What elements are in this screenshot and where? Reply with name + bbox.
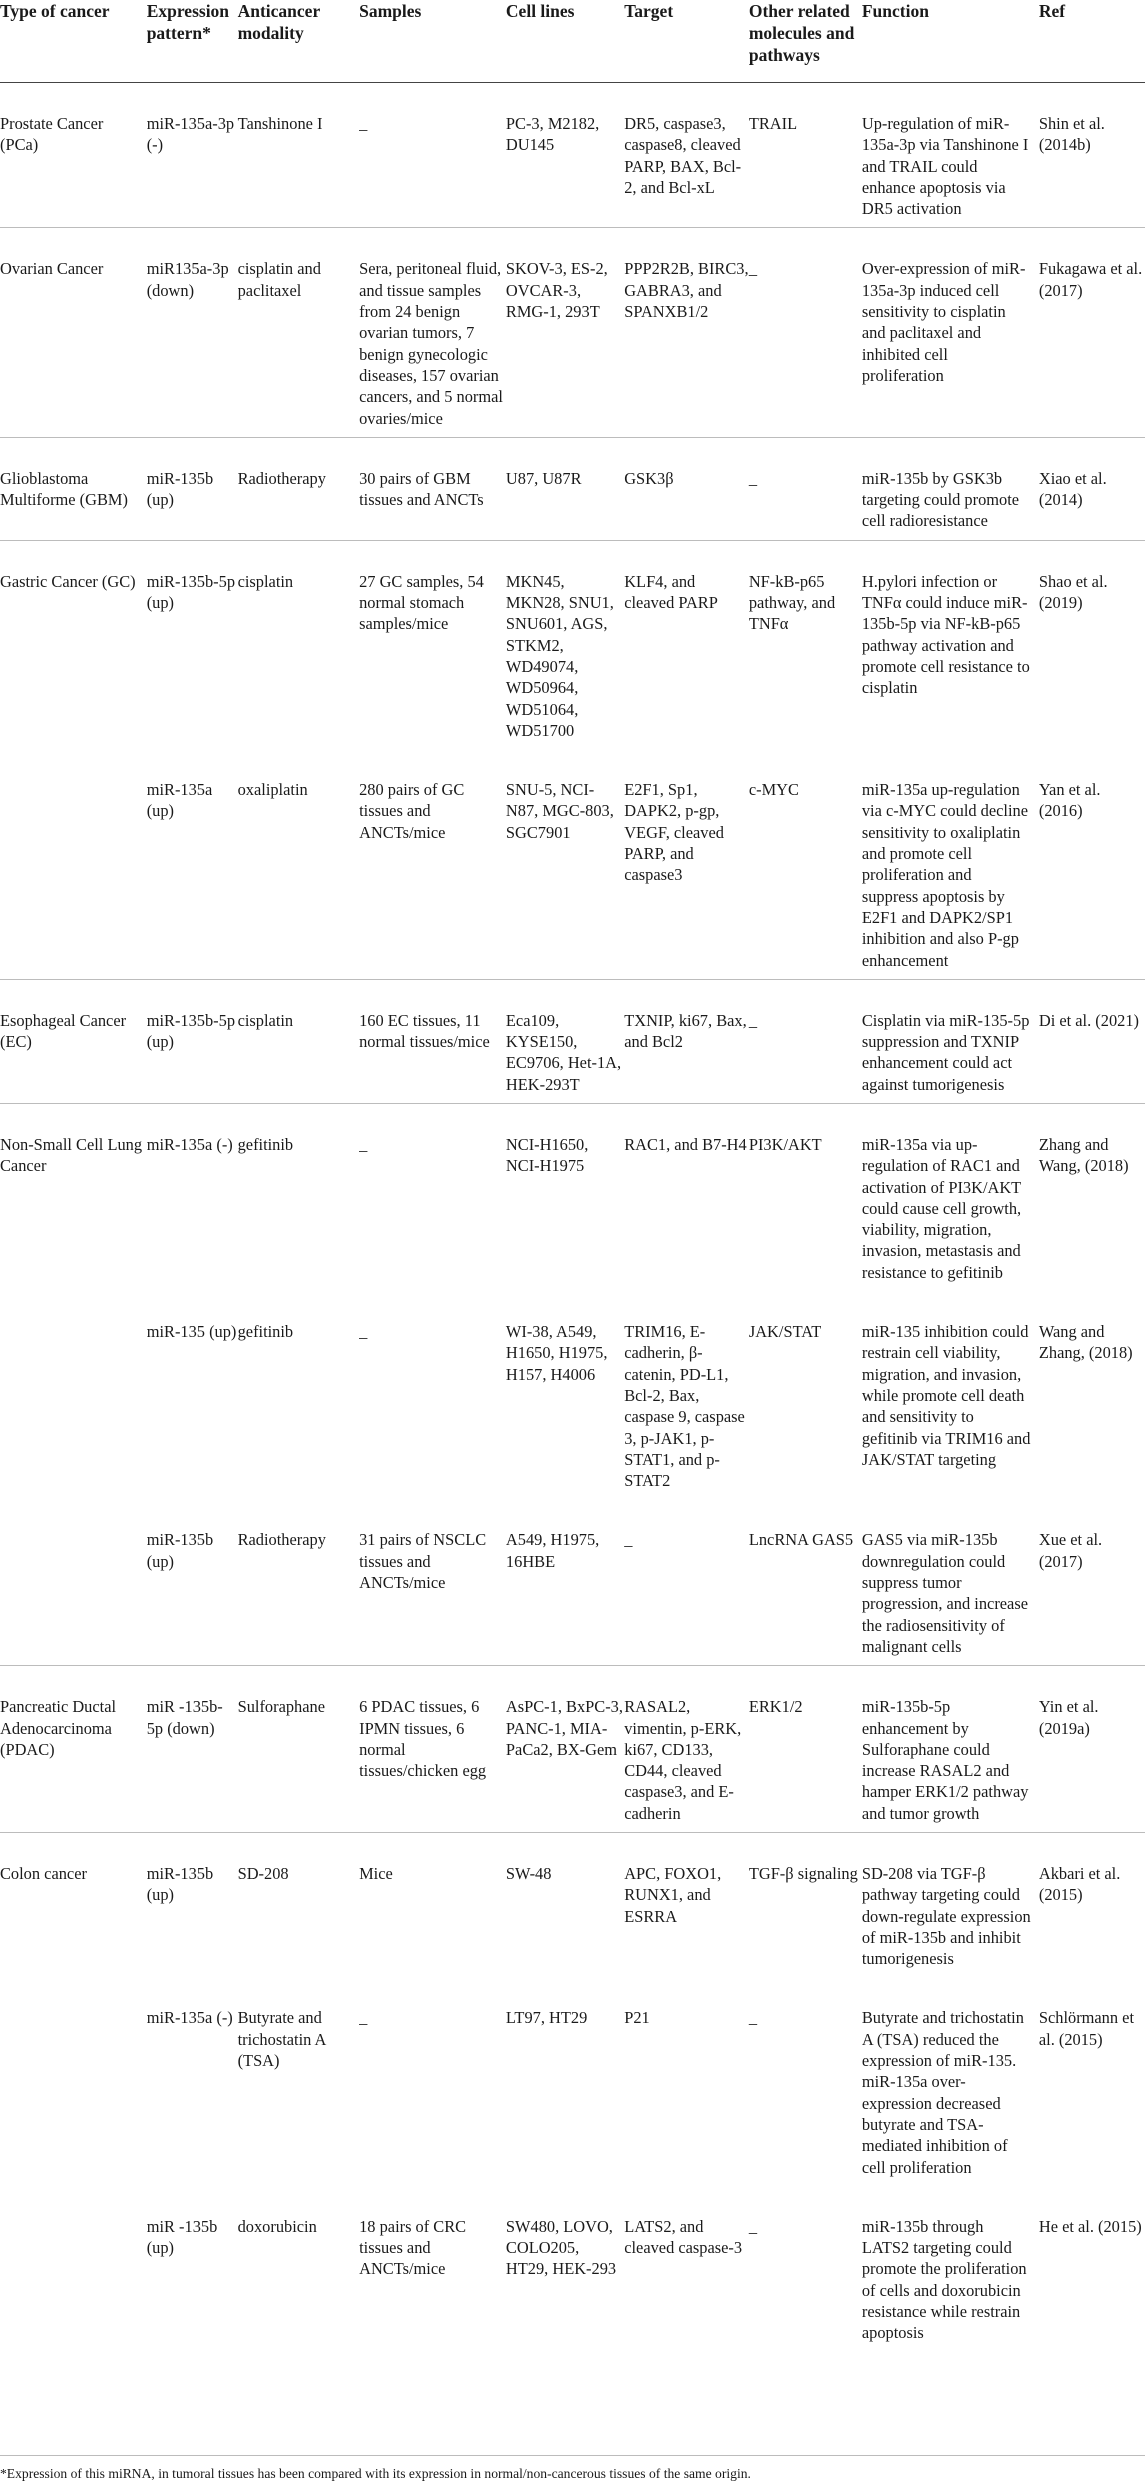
header-ref: Ref xyxy=(1038,1,1066,21)
modality-cell: cisplatin xyxy=(237,540,360,749)
function-cell: miR-135b-5p enhancement by Sulforaphane could increase RASAL2 and hamper ERK1/2 pathway and tumor growth xyxy=(862,1666,1031,1833)
cell-lines-cell: WI-38, A549, H1650, H1975, H157, H4006 xyxy=(505,1322,608,1384)
table-row xyxy=(0,979,1145,1103)
target-cell: KLF4, and cleaved PARP xyxy=(624,540,749,749)
cell-lines-cell: LT97, HT29 xyxy=(505,2008,588,2028)
expression-cell: miR-135 (up) xyxy=(146,1322,237,1342)
cancer-type-cell: Prostate Cancer (PCa) xyxy=(0,114,104,155)
target-cell: _ xyxy=(624,1530,633,1550)
cancer-type-cell: Esophageal Cancer (EC) xyxy=(0,979,145,1103)
header-type: Type of cancer xyxy=(0,1,110,21)
samples-cell: 160 EC tissues, 11 normal tissues/mice xyxy=(359,979,506,1103)
samples-cell: 31 pairs of NSCLC tissues and ANCTs/mice xyxy=(359,1530,487,1593)
ref-cell: Di et al. (2021) xyxy=(1031,979,1145,1103)
header-expression: Expression pattern* xyxy=(146,1,230,43)
table-row xyxy=(0,1103,1145,1291)
function-cell: miR-135a up-regulation via c-MYC could decline sensitivity to oxaliplatin and promote cell proliferation and suppress apoptosis by E2F1 and DAPK2/SP1 inhibition and also P-gp enhancement xyxy=(861,780,1028,970)
ref-cell: Fukagawa et al. (2017) xyxy=(1031,228,1145,437)
samples-cell: Mice xyxy=(359,1833,506,1978)
other-pathways-cell: _ xyxy=(749,228,862,437)
table-row xyxy=(0,540,1145,749)
modality-cell: Sulforaphane xyxy=(237,1666,360,1833)
function-cell: miR-135a via up-regulation of RAC1 and activation of PI3K/AKT could cause cell growth, viability, migration, invasion, metastasis and resistance to gefitinib xyxy=(862,1103,1031,1291)
function-cell: Over-expression of miR-135a-3p induced cell sensitivity to cisplatin and paclitaxel and inhibited cell proliferation xyxy=(862,228,1031,437)
table-row xyxy=(0,83,1145,228)
function-cell: H.pylori infection or TNFα could induce miR-135b-5p via NF-kB-p65 pathway activation and promote cell resistance to cisplatin xyxy=(862,540,1031,749)
target-cell: RASAL2, vimentin, p-ERK, ki67, CD133, CD44, cleaved caspase3, and E-cadherin xyxy=(624,1666,749,1833)
header-target: Target xyxy=(624,1,674,21)
table-body xyxy=(0,83,1145,2352)
target-cell: PPP2R2B, BIRC3, GABRA3, and SPANXB1/2 xyxy=(624,228,749,437)
other-pathways-cell: PI3K/AKT xyxy=(749,1103,862,1291)
cell-lines-cell: PC-3, M2182, DU145 xyxy=(505,114,600,155)
function-cell: Cisplatin via miR-135-5p suppression and TXNIP enhancement could act against tumorigenesis xyxy=(862,979,1031,1103)
other-pathways-cell: _ xyxy=(748,2008,758,2028)
cancer-type-cell: Colon cancer xyxy=(0,1833,145,2352)
header-modality: Anticancer modality xyxy=(237,1,320,43)
ref-cell: He et al. (2015) xyxy=(1038,2216,1142,2236)
other-pathways-cell: TGF-β signaling xyxy=(749,1833,862,1978)
cell-lines-cell: SNU-5, NCI-N87, MGC-803, SGC7901 xyxy=(505,780,614,842)
ref-cell: Yan et al. (2016) xyxy=(1038,780,1101,821)
expression-cell: miR-135a (up) xyxy=(146,780,213,821)
cell-lines-cell: NCI-H1650, NCI-H1975 xyxy=(506,1103,624,1291)
modality-cell: cisplatin xyxy=(237,979,360,1103)
table-row xyxy=(0,437,1145,540)
modality-cell: oxaliplatin xyxy=(237,780,308,800)
other-pathways-cell: _ xyxy=(749,979,862,1103)
other-pathways-cell: LncRNA GAS5 xyxy=(748,1530,854,1550)
function-cell: SD-208 via TGF-β pathway targeting could down-regulate expression of miR-135b and inhibit tumorigenesis xyxy=(862,1833,1031,1978)
target-cell: TXNIP, ki67, Bax, and Bcl2 xyxy=(624,979,749,1103)
header-other: Other related molecules and pathways xyxy=(748,1,855,65)
target-cell: LATS2, and cleaved caspase-3 xyxy=(624,2216,743,2258)
function-cell: Up-regulation of miR-135a-3p via Tanshinone I and TRAIL could enhance apoptosis via DR5 activation xyxy=(861,114,1029,219)
cell-lines-cell: SW-48 xyxy=(506,1833,624,1978)
samples-cell: 280 pairs of GC tissues and ANCTs/mice xyxy=(359,780,465,842)
ref-cell: Yin et al. (2019a) xyxy=(1031,1666,1145,1833)
cancer-type-cell: Pancreatic Ductal Adenocarcinoma (PDAC) xyxy=(0,1666,145,1833)
expression-cell: miR135a-3p (down) xyxy=(145,228,237,437)
expression-cell: miR-135a (-) xyxy=(146,2008,233,2028)
header-samples: Samples xyxy=(359,1,422,21)
expression-cell: miR-135b-5p (up) xyxy=(145,540,237,749)
target-cell: APC, FOXO1, RUNX1, and ESRRA xyxy=(624,1833,749,1978)
table-row xyxy=(0,2186,1145,2352)
cell-lines-cell: SKOV-3, ES-2, OVCAR-3, RMG-1, 293T xyxy=(506,228,624,437)
target-cell: E2F1, Sp1, DAPK2, p-gp, VEGF, cleaved PARP, and caspase3 xyxy=(624,780,724,885)
table-header xyxy=(0,0,1145,83)
modality-cell: Radiotherapy xyxy=(237,1530,326,1550)
expression-cell: miR-135b (up) xyxy=(146,1530,214,1571)
cancer-type-cell: Gastric Cancer (GC) xyxy=(0,540,145,979)
modality-cell: gefitinib xyxy=(237,1322,294,1342)
expression-cell: miR-135b (up) xyxy=(145,1833,237,1978)
table-row xyxy=(0,1291,1145,1499)
cell-lines-cell: AsPC-1, BxPC-3, PANC-1, MIA-PaCa2, BX-Gem xyxy=(506,1666,624,1833)
ref-cell: Xiao et al. (2014) xyxy=(1031,437,1145,540)
cell-lines-cell: U87, U87R xyxy=(506,437,624,540)
header-function: Function xyxy=(861,1,929,21)
header-cell-lines: Cell lines xyxy=(505,1,575,21)
table-row xyxy=(0,1666,1145,1833)
cancer-type-cell: Ovarian Cancer xyxy=(0,228,145,437)
ref-cell: Shin et al. (2014b) xyxy=(1038,114,1105,155)
target-cell: DR5, caspase3, caspase8, cleaved PARP, BAX, Bcl-2, and Bcl-xL xyxy=(624,114,742,197)
other-pathways-cell: _ xyxy=(748,2216,758,2236)
footnote-divider xyxy=(0,2455,1145,2456)
function-cell: miR-135b by GSK3b targeting could promote cell radioresistance xyxy=(862,437,1031,540)
expression-cell: miR-135b (up) xyxy=(145,437,237,540)
ref-cell: Shao et al. (2019) xyxy=(1031,540,1145,749)
other-pathways-cell: _ xyxy=(749,437,862,540)
target-cell: GSK3β xyxy=(624,437,749,540)
samples-cell: 6 PDAC tissues, 6 IPMN tissues, 6 normal tissues/chicken egg xyxy=(359,1666,506,1833)
modality-cell: Butyrate and trichostatin A (TSA) xyxy=(237,2008,326,2071)
expression-cell: miR-135a (-) xyxy=(145,1103,237,1291)
samples-cell: _ xyxy=(359,1322,368,1342)
other-pathways-cell: JAK/STAT xyxy=(748,1322,822,1342)
samples-cell: 18 pairs of CRC tissues and ANCTs/mice xyxy=(359,2216,467,2279)
function-cell: miR-135b through LATS2 targeting could promote the proliferation of cells and doxorubicin resistance while restrain apoptosis xyxy=(861,2216,1027,2343)
samples-cell: 27 GC samples, 54 normal stomach samples/mice xyxy=(359,540,506,749)
samples-cell: _ xyxy=(359,2008,368,2028)
other-pathways-cell: TRAIL xyxy=(748,114,798,133)
other-pathways-cell: ERK1/2 xyxy=(749,1666,862,1833)
ref-cell: Akbari et al. (2015) xyxy=(1031,1833,1145,1978)
ref-cell: Xue et al. (2017) xyxy=(1038,1530,1103,1571)
ref-cell: Wang and Zhang, (2018) xyxy=(1038,1322,1133,1363)
cell-lines-cell: SW480, LOVO, COLO205, HT29, HEK-293 xyxy=(505,2216,617,2279)
cell-lines-cell: A549, H1975, 16HBE xyxy=(505,1530,600,1571)
cell-lines-cell: Eca109, KYSE150, EC9706, Het-1A, HEK-293T xyxy=(506,979,624,1103)
target-cell: TRIM16, E-cadherin, β-catenin, PD-L1, Bcl-2, Bax, caspase 9, caspase 3, p-JAK1, p-STAT1, and p-STAT2 xyxy=(624,1322,745,1491)
target-cell: P21 xyxy=(624,2008,650,2028)
function-cell: miR-135 inhibition could restrain cell viability, migration, and invasion, while promote cell death and sensitivity to gefitinib via TRIM16 and JAK/STAT targeting xyxy=(861,1322,1031,1469)
modality-cell: cisplatin and paclitaxel xyxy=(237,228,360,437)
samples-cell: Sera, peritoneal fluid, and tissue samples from 24 benign ovarian tumors, 7 benign gynecologic diseases, 157 ovarian cancers, and 5 normal ovaries/mice xyxy=(359,228,506,437)
modality-cell: gefitinib xyxy=(237,1103,360,1291)
table-row xyxy=(0,1499,1145,1665)
expression-cell: miR -135b-5p (down) xyxy=(145,1666,237,1833)
function-cell: GAS5 via miR-135b downregulation could suppress tumor progression, and increase the radiosensitivity of malignant cells xyxy=(861,1530,1028,1656)
expression-cell: miR-135a-3p (-) xyxy=(146,114,235,155)
table-row xyxy=(0,1833,1145,1978)
cancer-type-cell: Non-Small Cell Lung Cancer xyxy=(0,1103,145,1665)
expression-cell: miR -135b (up) xyxy=(146,2216,218,2258)
samples-cell: _ xyxy=(359,1103,506,1291)
ref-cell: Zhang and Wang, (2018) xyxy=(1031,1103,1145,1291)
samples-cell: 30 pairs of GBM tissues and ANCTs xyxy=(359,437,506,540)
other-pathways-cell: NF-kB-p65 pathway, and TNFα xyxy=(749,540,862,749)
other-pathways-cell: c-MYC xyxy=(748,780,799,800)
function-cell: Butyrate and trichostatin A (TSA) reduced the expression of miR-135. miR-135a over-expression decreased butyrate and TSA-mediated inhibition of cell proliferation xyxy=(861,2008,1024,2177)
modality-cell: Tanshinone I xyxy=(237,114,323,133)
modality-cell: doxorubicin xyxy=(237,2216,317,2236)
modality-cell: Radiotherapy xyxy=(237,437,360,540)
ref-cell: Schlörmann et al. (2015) xyxy=(1038,2008,1134,2049)
footnote: *Expression of this miRNA, in tumoral tissues has been compared with its expression in normal/non-cancerous tissues of the same origin. xyxy=(0,2466,751,2481)
cancer-type-cell: Glioblastoma Multiforme (GBM) xyxy=(0,437,145,540)
samples-cell: _ xyxy=(359,114,368,133)
header-row xyxy=(0,0,1145,83)
table-row xyxy=(0,228,1145,437)
expression-cell: miR-135b-5p (up) xyxy=(145,979,237,1103)
table-row xyxy=(0,749,1145,979)
table-row xyxy=(0,1977,1145,2185)
target-cell: RAC1, and B7-H4 xyxy=(624,1103,749,1291)
modality-cell: SD-208 xyxy=(237,1833,360,1978)
cell-lines-cell: MKN45, MKN28, SNU1, SNU601, AGS, STKM2, WD49074, WD50964, WD51064, WD51700 xyxy=(506,540,624,749)
